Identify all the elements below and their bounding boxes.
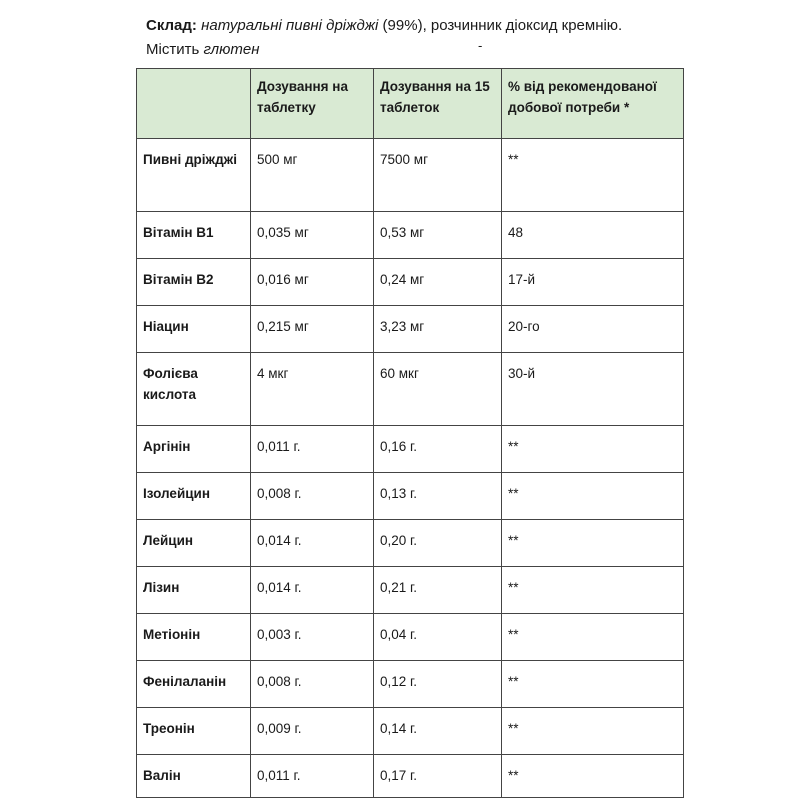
composition-header [146,14,706,62]
row-per-tablet: 0,003 г. [251,614,374,661]
row-per-15: 0,16 г. [374,426,502,473]
table-row [137,353,684,426]
row-per-tablet: 0,014 г. [251,520,374,567]
row-per-15: 0,13 г. [374,473,502,520]
composition-label: Склад: [146,17,197,34]
row-name: Ніацин [137,306,251,353]
row-per-tablet: 0,011 г. [251,426,374,473]
row-per-tablet: 0,009 г. [251,708,374,755]
table-row [137,259,684,306]
row-per-tablet: 0,008 г. [251,661,374,708]
row-pct: ** [502,520,684,567]
row-per-15: 0,21 г. [374,567,502,614]
row-per-15: 0,14 г. [374,708,502,755]
row-name: Вітамін В2 [137,259,251,306]
table-row [137,306,684,353]
composition-line [146,14,706,38]
row-per-15: 0,12 г. [374,661,502,708]
row-name: Лізин [137,567,251,614]
row-per-tablet: 0,016 мг [251,259,374,306]
row-per-15: 0,24 мг [374,259,502,306]
table-row [137,426,684,473]
row-per-15: 7500 мг [374,139,502,212]
row-pct: ** [502,426,684,473]
row-pct: 17-й [502,259,684,306]
table-row [137,520,684,567]
row-per-tablet: 500 мг [251,139,374,212]
row-pct: ** [502,567,684,614]
row-per-15: 0,17 г. [374,755,502,798]
gluten-word: глютен [203,41,260,58]
row-name: Фенілаланін [137,661,251,708]
row-per-tablet: 4 мкг [251,353,374,426]
row-pct: ** [502,661,684,708]
row-name: Ізолейцин [137,473,251,520]
header-cell-empty [137,69,251,139]
row-pct: ** [502,614,684,661]
row-pct: ** [502,755,684,798]
row-name: Вітамін В1 [137,212,251,259]
row-name: Аргінін [137,426,251,473]
row-name: Валін [137,755,251,798]
table-row [137,212,684,259]
row-name: Пивні дріжджі [137,139,251,212]
row-name: Треонін [137,708,251,755]
table-row [137,708,684,755]
row-per-tablet: 0,035 мг [251,212,374,259]
header-cell-pct: % від рекомендованої добової потреби * [502,69,684,139]
table-row [137,567,684,614]
row-pct: 30-й [502,353,684,426]
row-pct: ** [502,708,684,755]
row-name: Фолієва кислота [137,353,251,426]
row-per-15: 0,04 г. [374,614,502,661]
row-per-tablet: 0,014 г. [251,567,374,614]
table-row [137,473,684,520]
row-name: Метіонін [137,614,251,661]
row-per-tablet: 0,011 г. [251,755,374,798]
row-per-15: 60 мкг [374,353,502,426]
table-row [137,139,684,212]
table-row [137,661,684,708]
row-per-15: 0,53 мг [374,212,502,259]
row-pct: ** [502,473,684,520]
row-pct: 20-го [502,306,684,353]
header-cell-per-15: Дозування на 15 таблеток [374,69,502,139]
composition-rest: (99%), розчинник діоксид кремнію. [378,17,623,34]
row-per-15: 3,23 мг [374,306,502,353]
stray-dash: - [478,38,483,53]
row-per-tablet: 0,215 мг [251,306,374,353]
row-name: Лейцин [137,520,251,567]
table-header-row [137,69,684,139]
table-row [137,614,684,661]
nutrition-table [136,68,684,798]
header-cell-per-tablet: Дозування на таблетку [251,69,374,139]
row-per-tablet: 0,008 г. [251,473,374,520]
gluten-prefix: Містить [146,41,204,58]
gluten-line [146,38,706,62]
composition-ingredient: натуральні пивні дріжджі [201,17,379,34]
table-row [137,755,684,798]
row-pct: ** [502,139,684,212]
row-pct: 48 [502,212,684,259]
row-per-15: 0,20 г. [374,520,502,567]
